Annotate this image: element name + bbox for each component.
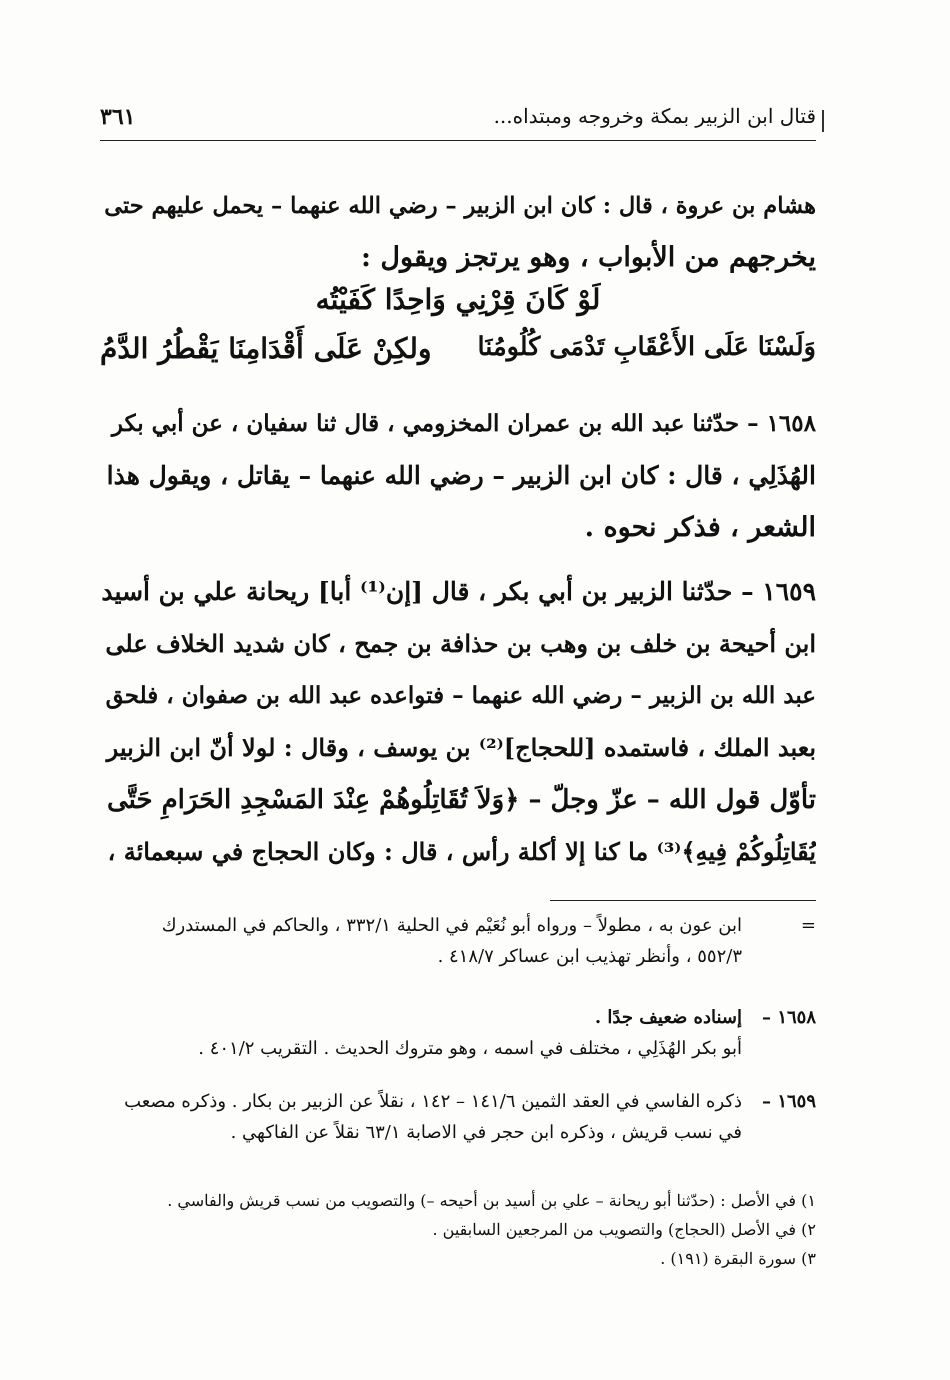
footnote-line: ابن عون به ، مطولاً – ورواه أبو نُعَيْم في الحلية ٣٣٢/١ ، والحاكم في المستدرك — [161, 915, 742, 936]
footnote-number: ١٦٥٨ – — [762, 1007, 816, 1028]
header-margin-mark — [822, 110, 824, 132]
header-rule — [100, 140, 816, 141]
text-line: يخرجهم من الأبواب ، وهو يرتجز ويقول : — [361, 242, 816, 273]
text-line: بعبد الملك ، فاستمده [للحجاج]⁽²⁾ بن يوسف ، وقال : لولا أنّ ابن الزبير — [106, 733, 816, 762]
footnote-line: في نسب قريش ، وذكره ابن حجر في الاصابة ٦٣/١ نقلاً عن الفاكهي . — [230, 1122, 742, 1143]
text-line: ١٦٥٩ – حدّثنا الزبير بن أبي بكر ، قال [إن⁽¹⁾ أبا] ريحانة علي بن أسيد — [101, 577, 816, 606]
text-line: يُقَاتِلُوكُمْ فِيهِ﴾⁽³⁾ ما كنا إلا أكلة رأس ، قال : وكان الحجاج في سبعمائة ، — [107, 837, 816, 866]
text-line: ١٦٥٨ – حدّثنا عبد الله بن عمران المخزومي ، قال ثنا سفيان ، عن أبي بكر — [111, 410, 816, 437]
footnote-rule — [550, 900, 816, 901]
text-line: الشعر ، فذكر نحوه . — [584, 512, 816, 543]
running-header — [100, 104, 816, 138]
footnote-line: ذكره الفاسي في العقد الثمين ١٤١/٦ – ١٤٢ ، نقلاً عن الزبير بن بكار . وذكره مصعب — [124, 1091, 742, 1112]
text-line: الهُذَلِي ، قال : كان ابن الزبير – رضي الله عنهما – يقاتل ، ويقول هذا — [106, 461, 816, 490]
footnote-1658 — [100, 1002, 816, 1064]
continuation-mark: = — [800, 915, 816, 936]
hadith-1659 — [100, 566, 816, 878]
footnote-number: ١٦٥٩ – — [762, 1091, 816, 1112]
footnote-line: أبو بكر الهُذَلِي ، مختلف في اسمه ، وهو متروك الحديث . التقريب ٤٠١/٢ . — [198, 1038, 742, 1059]
numbered-notes — [100, 1186, 816, 1273]
verse-line-2 — [100, 332, 816, 384]
note-line: ١) في الأصل : (حدّثنا أبو ريحانة – علي بن أسيد بن أحيحه –) والتصويب من نسب قريش والفاسي . — [167, 1191, 816, 1210]
footnote-line: إسناده ضعيف جدًا . — [594, 1007, 742, 1028]
footnote-continuation — [100, 910, 816, 972]
text-line: تأوّل قول الله – عزّ وجلّ – ﴿وَلاَ تُقَاتِلُوهُمْ عِنْدَ المَسْجِدِ الحَرَامِ حَتَّى — [106, 785, 816, 815]
page-number: ٣٦١ — [100, 104, 136, 130]
note-line: ٣) سورة البقرة (١٩١) . — [660, 1249, 816, 1268]
text-line: هشام بن عروة ، قال : كان ابن الزبير – رضي الله عنهما – يحمل عليهم حتى — [104, 193, 816, 219]
verse-second-hemistich: ولكِنْ عَلَى أَقْدَامِنَا يَقْطُرُ الدَّمُ — [100, 332, 432, 365]
text-line: ابن أحيحة بن خلف بن وهب بن حذافة بن جمح ، كان شديد الخلاف على — [105, 629, 816, 658]
text-line: عبد الله بن الزبير – رضي الله عنهما – فتواعده عبد الله بن صفوان ، فلحق — [105, 682, 816, 709]
footnote-line: ٥٥٢/٣ ، وأنظر تهذيب ابن عساكر ٤١٨/٧ . — [437, 946, 742, 967]
chapter-title: قتال ابن الزبير بمكة وخروجه ومبتداه... — [493, 104, 816, 128]
footnote-1659 — [100, 1086, 816, 1148]
note-line: ٢) في الأصل (الحجاج) والتصويب من المرجعين السابقين . — [432, 1220, 816, 1239]
verse-line-1: لَوْ كَانَ قِرْنِي وَاحِدًا كَفَيْتُه — [315, 283, 601, 316]
verse-first-hemistich: وَلَسْنَا عَلَى الأَعْقَابِ تَدْمَى كُلُومُنَا — [477, 332, 816, 362]
hadith-1658 — [100, 398, 816, 554]
paragraph-continuation — [100, 180, 816, 284]
